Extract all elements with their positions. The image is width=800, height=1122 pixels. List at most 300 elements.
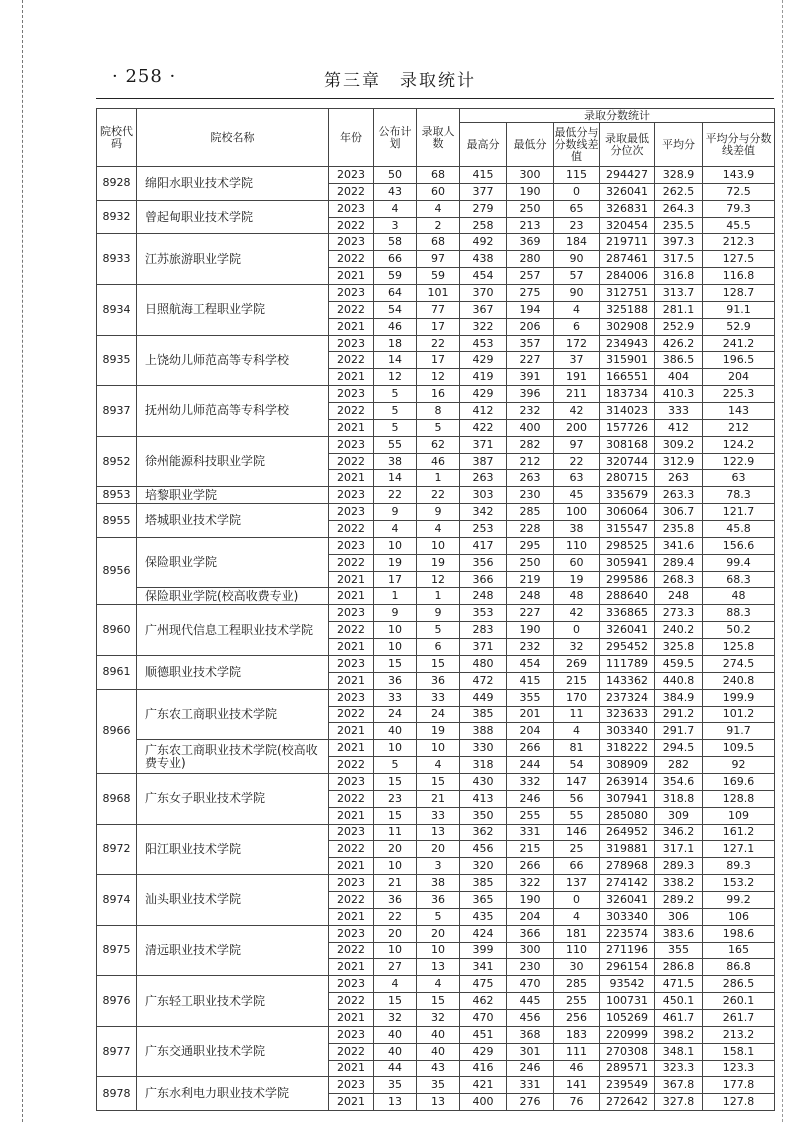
cell-admitted: 4 [417,521,460,538]
cell-avg: 262.5 [655,183,703,200]
col-header-avg-diff: 平均分与分数线差值 [703,123,775,167]
cell-min-rank: 105269 [600,1009,655,1026]
cell-avg-diff: 106 [703,908,775,925]
cell-plan: 4 [374,976,417,993]
table-row [97,605,775,622]
cell-year: 2023 [329,605,374,622]
cell-max: 377 [460,183,507,200]
cell-min-diff: 25 [554,841,600,858]
cell-plan: 10 [374,639,417,656]
cell-school-code: 8955 [97,504,137,538]
cell-max: 429 [460,1043,507,1060]
table-row [97,234,775,251]
table-row [97,1077,775,1094]
cell-school-code: 8975 [97,925,137,976]
cell-avg: 317.5 [655,251,703,268]
cell-avg-diff: 99.2 [703,891,775,908]
cell-plan: 9 [374,504,417,521]
col-header-year: 年份 [329,109,374,167]
cell-avg: 289.3 [655,858,703,875]
cell-min-rank: 234943 [600,335,655,352]
cell-school-code: 8974 [97,875,137,926]
cell-admitted: 13 [417,824,460,841]
table-row [97,537,775,554]
cell-avg-diff: 286.5 [703,976,775,993]
cell-avg: 440.8 [655,672,703,689]
cell-avg: 426.2 [655,335,703,352]
cell-max: 387 [460,453,507,470]
col-header-avg: 平均分 [655,123,703,167]
cell-avg: 289.2 [655,891,703,908]
cell-plan: 15 [374,773,417,790]
cell-min-rank: 336865 [600,605,655,622]
cell-max: 424 [460,925,507,942]
cell-school-code: 8976 [97,976,137,1027]
cell-min: 357 [507,335,554,352]
cell-plan: 24 [374,706,417,723]
cell-avg-diff: 121.7 [703,504,775,521]
cell-max: 263 [460,470,507,487]
cell-avg: 386.5 [655,352,703,369]
cell-min: 300 [507,167,554,184]
col-header-name: 院校名称 [137,109,329,167]
cell-min: 255 [507,807,554,824]
cell-school-code: 8961 [97,655,137,689]
cell-max: 451 [460,1026,507,1043]
cell-avg-diff: 91.1 [703,301,775,318]
table-row [97,386,775,403]
cell-avg: 263 [655,470,703,487]
cell-max: 371 [460,436,507,453]
cell-admitted: 10 [417,740,460,757]
cell-max: 341 [460,959,507,976]
cell-year: 2021 [329,959,374,976]
cell-avg: 306 [655,908,703,925]
cell-avg: 384.9 [655,689,703,706]
cell-min-diff: 0 [554,622,600,639]
cell-plan: 5 [374,757,417,774]
page-header [0,0,800,108]
table-row [97,487,775,504]
cell-avg: 235.5 [655,217,703,234]
cell-avg-diff: 241.2 [703,335,775,352]
cell-min: 206 [507,318,554,335]
cell-min-diff: 115 [554,167,600,184]
cell-admitted: 1 [417,588,460,605]
table-row [97,740,775,757]
cell-avg-diff: 212 [703,419,775,436]
cell-avg-diff: 199.9 [703,689,775,706]
cell-min-rank: 100731 [600,993,655,1010]
cell-min: 445 [507,993,554,1010]
cell-admitted: 1 [417,470,460,487]
cell-avg: 450.1 [655,993,703,1010]
cell-year: 2021 [329,470,374,487]
cell-max: 419 [460,369,507,386]
cell-avg: 354.6 [655,773,703,790]
table-row [97,875,775,892]
cell-min: 280 [507,251,554,268]
cell-plan: 46 [374,318,417,335]
cell-min-diff: 55 [554,807,600,824]
cell-avg: 317.1 [655,841,703,858]
cell-min: 391 [507,369,554,386]
cell-min-rank: 305941 [600,554,655,571]
cell-avg-diff: 125.8 [703,639,775,656]
cell-min-diff: 200 [554,419,600,436]
cell-max: 472 [460,672,507,689]
cell-min-diff: 37 [554,352,600,369]
cell-avg: 273.3 [655,605,703,622]
cell-avg: 281.1 [655,301,703,318]
cell-min-diff: 146 [554,824,600,841]
cell-max: 362 [460,824,507,841]
cell-plan: 4 [374,200,417,217]
cell-school-code: 8978 [97,1077,137,1111]
cell-school-name: 广东农工商职业技术学院 [137,689,329,740]
cell-admitted: 4 [417,976,460,993]
cell-min-diff: 184 [554,234,600,251]
cell-min-diff: 269 [554,655,600,672]
cell-admitted: 15 [417,773,460,790]
cell-plan: 20 [374,841,417,858]
cell-avg: 383.6 [655,925,703,942]
cell-year: 2023 [329,335,374,352]
cell-min-diff: 38 [554,521,600,538]
cell-admitted: 10 [417,942,460,959]
cell-min-diff: 4 [554,723,600,740]
cell-school-code: 8953 [97,487,137,504]
cell-avg-diff: 169.6 [703,773,775,790]
table-row [97,167,775,184]
cell-min-rank: 303340 [600,908,655,925]
cell-min: 248 [507,588,554,605]
cell-year: 2021 [329,1060,374,1077]
cell-plan: 54 [374,301,417,318]
cell-year: 2023 [329,487,374,504]
cell-min-rank: 219711 [600,234,655,251]
cell-admitted: 16 [417,386,460,403]
cell-min-diff: 191 [554,369,600,386]
cell-min-rank: 295452 [600,639,655,656]
cell-min-rank: 285080 [600,807,655,824]
cell-admitted: 24 [417,706,460,723]
cell-min-rank: 237324 [600,689,655,706]
cell-plan: 40 [374,723,417,740]
cell-min-rank: 299586 [600,571,655,588]
table-row [97,976,775,993]
table-row [97,1026,775,1043]
cell-avg: 412 [655,419,703,436]
cell-min-rank: 264952 [600,824,655,841]
cell-year: 2022 [329,757,374,774]
cell-admitted: 19 [417,554,460,571]
cell-admitted: 60 [417,183,460,200]
cell-plan: 35 [374,1077,417,1094]
cell-plan: 12 [374,369,417,386]
cell-min: 219 [507,571,554,588]
cell-avg: 338.2 [655,875,703,892]
cell-plan: 21 [374,875,417,892]
cell-min: 368 [507,1026,554,1043]
cell-min: 244 [507,757,554,774]
cell-admitted: 33 [417,807,460,824]
cell-min-diff: 137 [554,875,600,892]
cell-avg: 410.3 [655,386,703,403]
cell-avg: 294.5 [655,740,703,757]
cell-max: 322 [460,318,507,335]
cell-min-diff: 0 [554,891,600,908]
cell-min: 470 [507,976,554,993]
cell-max: 438 [460,251,507,268]
cell-min: 204 [507,723,554,740]
cell-year: 2022 [329,554,374,571]
cell-avg-diff: 109.5 [703,740,775,757]
cell-min: 213 [507,217,554,234]
cell-plan: 5 [374,386,417,403]
cell-min-diff: 285 [554,976,600,993]
cell-plan: 50 [374,167,417,184]
cell-avg-diff: 99.4 [703,554,775,571]
cell-min: 227 [507,352,554,369]
cell-school-name: 顺德职业技术学院 [137,655,329,689]
cell-max: 480 [460,655,507,672]
cell-year: 2023 [329,689,374,706]
cell-avg: 264.3 [655,200,703,217]
cell-avg-diff: 127.8 [703,1094,775,1111]
cell-min-rank: 296154 [600,959,655,976]
cell-max: 283 [460,622,507,639]
cell-avg-diff: 45.5 [703,217,775,234]
cell-min: 355 [507,689,554,706]
cell-school-name: 广东交通职业技术学院 [137,1026,329,1077]
cell-avg-diff: 143 [703,403,775,420]
cell-avg: 263.3 [655,487,703,504]
cell-min-rank: 271196 [600,942,655,959]
cell-year: 2022 [329,403,374,420]
cell-admitted: 10 [417,537,460,554]
cell-plan: 10 [374,858,417,875]
cell-year: 2023 [329,925,374,942]
cell-max: 370 [460,285,507,302]
cell-min-diff: 81 [554,740,600,757]
cell-min-rank: 183734 [600,386,655,403]
cell-year: 2021 [329,1094,374,1111]
cell-year: 2021 [329,908,374,925]
cell-admitted: 46 [417,453,460,470]
cell-year: 2023 [329,824,374,841]
page-edge-line [782,0,783,1122]
cell-avg: 252.9 [655,318,703,335]
cell-avg: 282 [655,757,703,774]
cell-min-rank: 287461 [600,251,655,268]
cell-admitted: 33 [417,689,460,706]
cell-max: 320 [460,858,507,875]
cell-plan: 32 [374,1009,417,1026]
cell-admitted: 4 [417,757,460,774]
cell-plan: 66 [374,251,417,268]
cell-year: 2022 [329,841,374,858]
cell-avg-diff: 52.9 [703,318,775,335]
cell-school-name: 日照航海工程职业学院 [137,285,329,336]
cell-min-diff: 11 [554,706,600,723]
cell-min-diff: 56 [554,790,600,807]
cell-min-diff: 22 [554,453,600,470]
cell-min-rank: 263914 [600,773,655,790]
cell-min-rank: 274142 [600,875,655,892]
col-header-plan: 公布计划 [374,109,417,167]
cell-min-diff: 42 [554,605,600,622]
cell-plan: 1 [374,588,417,605]
cell-avg: 289.4 [655,554,703,571]
cell-plan: 5 [374,419,417,436]
cell-min-diff: 45 [554,487,600,504]
cell-avg-diff: 260.1 [703,993,775,1010]
cell-max: 385 [460,875,507,892]
cell-min-diff: 54 [554,757,600,774]
cell-school-name: 绵阳水职业技术学院 [137,167,329,201]
cell-plan: 13 [374,1094,417,1111]
cell-min: 246 [507,1060,554,1077]
cell-avg: 397.3 [655,234,703,251]
cell-school-name: 广东农工商职业技术学院(校高收费专业) [137,740,329,774]
cell-admitted: 5 [417,622,460,639]
cell-min-diff: 6 [554,318,600,335]
cell-min: 201 [507,706,554,723]
cell-min: 415 [507,672,554,689]
cell-admitted: 15 [417,993,460,1010]
cell-avg-diff: 127.1 [703,841,775,858]
cell-admitted: 15 [417,655,460,672]
cell-admitted: 13 [417,959,460,976]
cell-min: 400 [507,419,554,436]
cell-min-rank: 308909 [600,757,655,774]
cell-min: 266 [507,858,554,875]
table-row [97,655,775,672]
cell-year: 2021 [329,807,374,824]
cell-school-name: 阳江职业技术学院 [137,824,329,875]
cell-school-code: 8933 [97,234,137,285]
cell-year: 2023 [329,200,374,217]
cell-year: 2022 [329,301,374,318]
cell-admitted: 20 [417,841,460,858]
cell-min-diff: 256 [554,1009,600,1026]
cell-min-rank: 320744 [600,453,655,470]
cell-year: 2021 [329,318,374,335]
cell-max: 412 [460,403,507,420]
cell-max: 429 [460,386,507,403]
cell-max: 342 [460,504,507,521]
cell-avg: 240.2 [655,622,703,639]
cell-min: 212 [507,453,554,470]
cell-max: 449 [460,689,507,706]
cell-year: 2022 [329,993,374,1010]
cell-min-diff: 76 [554,1094,600,1111]
cell-min-diff: 90 [554,285,600,302]
col-header-min: 最低分 [507,123,554,167]
cell-avg: 461.7 [655,1009,703,1026]
cell-school-name: 江苏旅游职业学院 [137,234,329,285]
cell-avg: 235.8 [655,521,703,538]
cell-admitted: 4 [417,200,460,217]
cell-min: 230 [507,487,554,504]
cell-year: 2022 [329,217,374,234]
cell-avg-diff: 123.3 [703,1060,775,1077]
cell-admitted: 40 [417,1026,460,1043]
table-row [97,335,775,352]
cell-admitted: 101 [417,285,460,302]
cell-min: 194 [507,301,554,318]
cell-admitted: 9 [417,504,460,521]
cell-admitted: 62 [417,436,460,453]
group-header-score-stats: 录取分数统计 [460,109,775,123]
cell-school-code: 8956 [97,537,137,604]
cell-admitted: 8 [417,403,460,420]
cell-school-code: 8972 [97,824,137,875]
cell-school-code: 8966 [97,689,137,773]
cell-max: 303 [460,487,507,504]
cell-min-rank: 288640 [600,588,655,605]
cell-admitted: 35 [417,1077,460,1094]
cell-min-rank: 326041 [600,891,655,908]
cell-min-rank: 270308 [600,1043,655,1060]
cell-admitted: 32 [417,1009,460,1026]
cell-min: 230 [507,959,554,976]
cell-school-name: 广州现代信息工程职业技术学院 [137,605,329,656]
cell-plan: 38 [374,453,417,470]
cell-min-diff: 100 [554,504,600,521]
cell-year: 2022 [329,622,374,639]
cell-avg: 333 [655,403,703,420]
cell-avg-diff: 101.2 [703,706,775,723]
cell-year: 2021 [329,858,374,875]
cell-avg-diff: 165 [703,942,775,959]
cell-min: 232 [507,403,554,420]
cell-year: 2022 [329,453,374,470]
cell-min-rank: 323633 [600,706,655,723]
cell-max: 492 [460,234,507,251]
cell-year: 2023 [329,285,374,302]
cell-admitted: 20 [417,925,460,942]
cell-min-rank: 157726 [600,419,655,436]
cell-min-rank: 306064 [600,504,655,521]
cell-year: 2022 [329,183,374,200]
cell-min: 332 [507,773,554,790]
cell-avg: 346.2 [655,824,703,841]
cell-min-diff: 97 [554,436,600,453]
cell-admitted: 19 [417,723,460,740]
cell-min-rank: 298525 [600,537,655,554]
cell-year: 2023 [329,537,374,554]
cell-max: 421 [460,1077,507,1094]
cell-school-code: 8935 [97,335,137,386]
cell-min: 331 [507,824,554,841]
cell-max: 365 [460,891,507,908]
cell-avg: 459.5 [655,655,703,672]
cell-avg: 367.8 [655,1077,703,1094]
cell-min-diff: 172 [554,335,600,352]
cell-avg-diff: 161.2 [703,824,775,841]
cell-min-diff: 183 [554,1026,600,1043]
cell-year: 2022 [329,891,374,908]
cell-avg-diff: 86.8 [703,959,775,976]
cell-plan: 10 [374,942,417,959]
cell-year: 2021 [329,571,374,588]
cell-min-diff: 48 [554,588,600,605]
cell-plan: 22 [374,908,417,925]
cell-year: 2023 [329,1026,374,1043]
cell-school-name: 保险职业学院 [137,537,329,588]
